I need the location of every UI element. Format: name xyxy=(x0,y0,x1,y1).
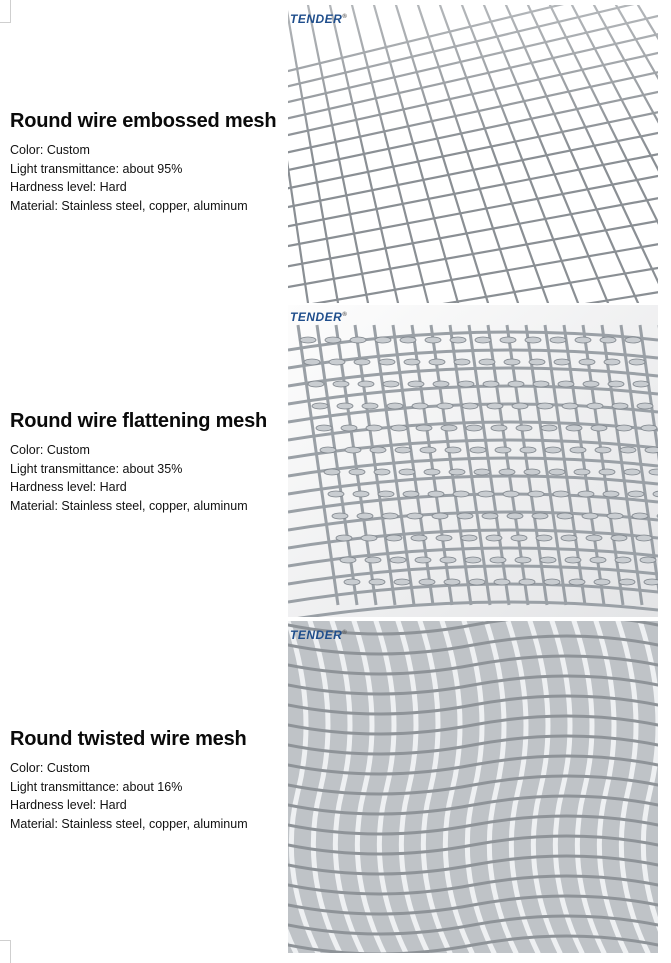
brand-logo: TENDER® xyxy=(290,628,348,642)
product-1-material: Material: Stainless steel, copper, aluminum xyxy=(10,198,248,213)
product-2-material: Material: Stainless steel, copper, aluminum xyxy=(10,498,248,513)
embossed-mesh-photo xyxy=(288,5,658,303)
brand-logo: TENDER® xyxy=(290,12,348,26)
product-1-transmittance: Light transmittance: about 95% xyxy=(10,161,183,176)
brand-logo: TENDER® xyxy=(290,310,348,324)
product-3-material: Material: Stainless steel, copper, aluminum xyxy=(10,816,248,831)
product-1-hardness: Hardness level: Hard xyxy=(10,180,127,195)
product-3-color: Color: Custom xyxy=(10,761,90,775)
product-2-transmittance: Light transmittance: about 35% xyxy=(10,461,183,476)
product-3-title: Round twisted wire mesh xyxy=(10,728,247,750)
flattening-mesh-photo xyxy=(288,305,658,617)
product-2-title: Round wire flattening mesh xyxy=(10,410,268,432)
product-2-hardness: Hardness level: Hard xyxy=(10,480,127,495)
product-1-text xyxy=(10,110,276,215)
crop-mark-bottom xyxy=(0,940,11,963)
crop-mark-top xyxy=(0,0,11,23)
product-2-color: Color: Custom xyxy=(10,443,90,457)
product-1-color: Color: Custom xyxy=(10,143,90,157)
product-1-title: Round wire embossed mesh xyxy=(10,110,277,132)
product-3-text xyxy=(10,728,248,833)
twisted-mesh-photo xyxy=(288,621,658,953)
product-3-hardness: Hardness level: Hard xyxy=(10,798,127,813)
product-2-text xyxy=(10,410,267,515)
product-3-transmittance: Light transmittance: about 16% xyxy=(10,779,183,794)
